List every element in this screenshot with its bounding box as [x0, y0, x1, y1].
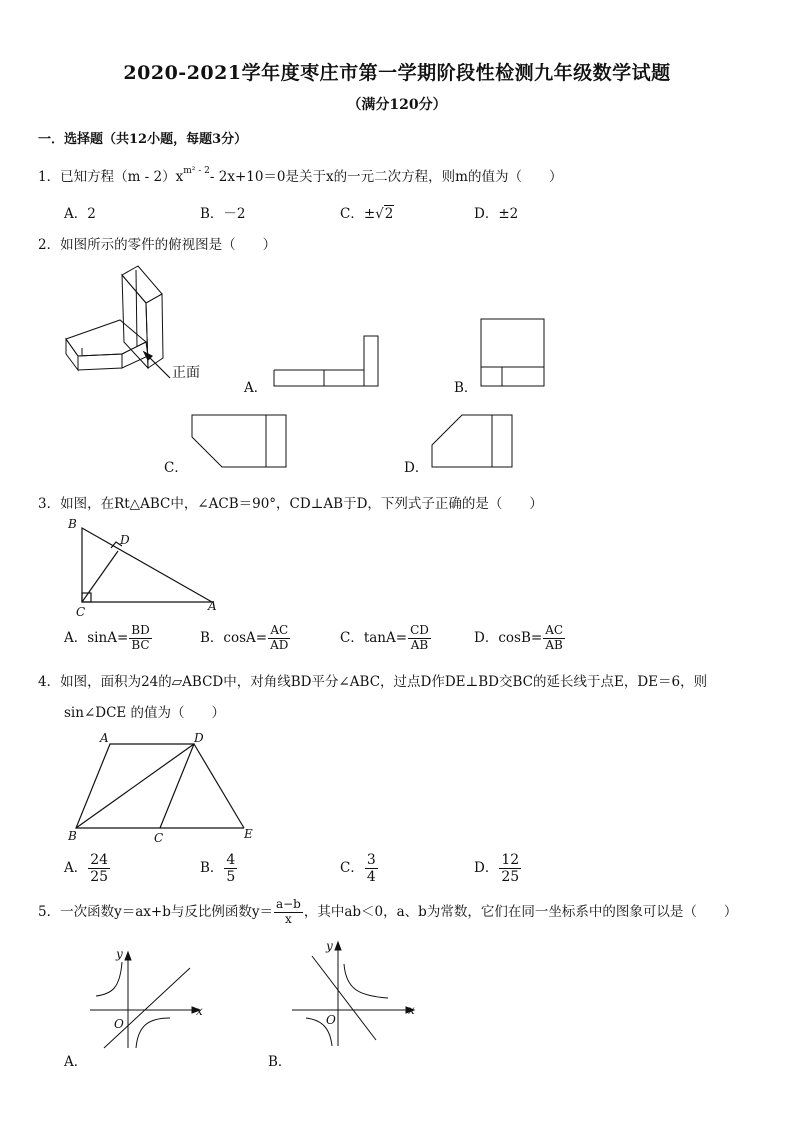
option-d[interactable] — [474, 852, 522, 885]
option-b[interactable]: B． — [454, 380, 478, 396]
fraction — [365, 852, 378, 885]
option-c[interactable] — [340, 852, 379, 885]
option-c[interactable] — [340, 202, 394, 222]
fraction — [543, 624, 565, 653]
fraction — [408, 624, 431, 653]
question-text: 如图，面积为24的▱ABCD中，对角线BD平分∠ABC，过点D作DE⊥BD交BC的延长线于点E，DE＝6，则 — [60, 674, 708, 690]
option-a[interactable]: A． — [64, 1054, 88, 1070]
question-text: 已知方程（m - 2）x — [60, 169, 184, 185]
option-b[interactable]: B． — [268, 1054, 292, 1070]
origin-label: O — [114, 1017, 124, 1031]
fraction — [224, 852, 237, 885]
denominator: 4 — [366, 869, 376, 886]
sqrt-value: 2 — [384, 206, 394, 222]
sqrt-sign: √ — [375, 206, 384, 222]
option-label: C．± — [340, 206, 376, 222]
numerator: 3 — [366, 852, 376, 868]
option-b[interactable] — [200, 852, 238, 885]
question-number: 1． — [38, 169, 61, 185]
question-1 — [38, 165, 562, 185]
denominator: 25 — [90, 869, 109, 886]
fraction — [274, 898, 303, 927]
question-number: 5． — [38, 903, 61, 920]
numerator: CD — [410, 623, 429, 637]
numerator: BD — [131, 623, 150, 637]
fraction — [129, 624, 151, 653]
page-title: 2020-2021学年度枣庄市第一学期阶段性检测九年级数学试题 — [123, 62, 671, 84]
option-a-figure — [272, 334, 384, 388]
denominator: AB — [545, 637, 563, 652]
option-label: C．tanA= — [340, 629, 408, 646]
question-number: 2． — [38, 237, 61, 253]
denominator: 25 — [501, 869, 520, 886]
denominator: x — [285, 911, 292, 926]
numerator: a−b — [275, 897, 301, 911]
parallelogram-figure — [64, 728, 264, 844]
option-label: A． — [64, 860, 88, 877]
question-text: 如图所示的零件的俯视图是（ ） — [60, 237, 277, 253]
denominator: BC — [131, 637, 150, 652]
denominator: AD — [270, 637, 289, 652]
option-a[interactable] — [64, 852, 111, 885]
option-label: B．cosA= — [200, 629, 268, 646]
question-text: 如图，在Rt△ABC中，∠ACB＝90°，CD⊥AB于D，下列式子正确的是（ ） — [60, 496, 543, 512]
label-d: D — [120, 533, 130, 547]
question-text-cont: ，其中ab＜0，a、b为常数，它们在同一坐标系中的图象可以是（ ） — [303, 903, 738, 920]
page-subtitle: （满分120分） — [347, 97, 447, 113]
label-b: B — [68, 829, 77, 843]
question-5 — [38, 898, 737, 927]
option-c[interactable]: C． — [164, 460, 188, 476]
question-number: 4． — [38, 674, 61, 690]
label-a: A — [100, 731, 109, 745]
option-label: C． — [340, 860, 364, 877]
denominator: AB — [410, 637, 429, 652]
option-label: B． — [200, 860, 224, 877]
option-label: D．cosB= — [474, 629, 543, 646]
question-text-cont: - 2x+10＝0是关于x的一元二次方程，则m的值为（ ） — [209, 169, 563, 185]
option-label: A．sinA= — [64, 629, 129, 646]
label-a: A — [208, 599, 217, 613]
numerator: 4 — [226, 852, 236, 868]
option-c-figure — [190, 413, 290, 469]
axis-x-label: x — [196, 1004, 203, 1018]
axis-y-label: y — [326, 939, 333, 953]
option-d[interactable]: D．±2 — [474, 206, 519, 222]
label-e: E — [244, 827, 253, 841]
option-label: D． — [474, 860, 499, 877]
section-title: 一．选择题（共12小题，每题3分） — [38, 132, 248, 147]
label-c: C — [154, 831, 164, 845]
fraction — [88, 852, 110, 885]
graph-a — [84, 948, 214, 1058]
axis-x-label: x — [408, 1003, 415, 1017]
fraction — [499, 852, 521, 885]
option-d[interactable] — [474, 624, 566, 653]
option-a[interactable]: A． — [244, 380, 268, 396]
option-d[interactable]: D． — [404, 460, 429, 476]
option-a[interactable] — [64, 624, 153, 653]
origin-label: O — [326, 1013, 336, 1027]
numerator: 24 — [90, 852, 109, 868]
option-b-figure — [480, 318, 546, 388]
denominator: 5 — [226, 869, 236, 886]
label-c: C — [76, 605, 86, 619]
numerator: AC — [268, 624, 290, 639]
question-number: 3． — [38, 496, 61, 512]
fraction — [268, 624, 290, 653]
option-b[interactable]: B．－2 — [200, 206, 246, 222]
question-4 — [38, 670, 707, 690]
question-4-line2: sin∠DCE 的值为（ ） — [64, 705, 226, 721]
option-b[interactable] — [200, 624, 291, 653]
question-3 — [38, 492, 543, 512]
triangle-figure — [64, 514, 224, 618]
option-a[interactable]: A．2 — [64, 206, 96, 222]
graph-b — [290, 938, 420, 1050]
option-d-figure — [430, 413, 516, 469]
option-c[interactable] — [340, 624, 432, 653]
numerator: AC — [545, 623, 564, 637]
axis-y-label: y — [116, 947, 123, 961]
question-text: 一次函数y＝ax+b与反比例函数y＝ — [60, 903, 273, 920]
exponent: m² - 2 — [183, 166, 210, 176]
label-d: D — [194, 731, 204, 745]
front-label: 正面 — [172, 365, 200, 381]
label-b: B — [68, 517, 77, 531]
numerator: 12 — [501, 852, 520, 868]
question-2 — [38, 233, 276, 253]
